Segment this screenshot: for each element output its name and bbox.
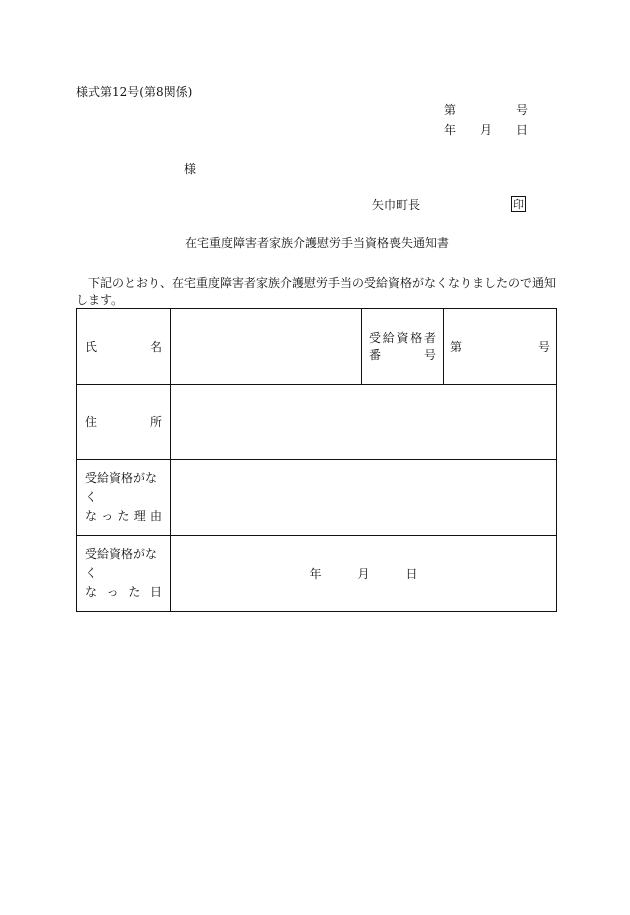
table-row-address xyxy=(77,385,557,460)
document-number-prefix: 第 xyxy=(444,103,457,117)
document-date xyxy=(444,124,528,136)
reason-value-cell[interactable] xyxy=(171,460,557,536)
date-value-cell[interactable] xyxy=(171,536,557,612)
address-value-cell[interactable] xyxy=(171,385,557,460)
recipient-number-label-char: 者 xyxy=(423,330,436,345)
reason-label-char: っ xyxy=(101,509,114,523)
recipient-number-label-char: 資 xyxy=(396,330,409,345)
date-month: 月 xyxy=(357,566,370,581)
date-label-cell xyxy=(77,536,171,612)
name-label-cell xyxy=(77,309,171,385)
recipient-number-suffix: 号 xyxy=(537,339,550,354)
date-label-char: な xyxy=(85,585,98,599)
date-label-char: た xyxy=(128,585,141,599)
document-date-day: 日 xyxy=(515,123,528,137)
reason-label-char: 由 xyxy=(149,509,162,523)
recipient-number-prefix: 第 xyxy=(450,339,463,354)
recipient-number-label-char: 番 xyxy=(369,347,382,362)
name-label-char-1: 氏 xyxy=(85,339,98,354)
reason-label-cell xyxy=(77,460,171,536)
date-label-char: っ xyxy=(106,585,119,599)
table-row-name xyxy=(77,309,557,385)
issuer-name: 矢巾町長 xyxy=(372,198,421,212)
date-year: 年 xyxy=(309,566,322,581)
recipient-number-value-cell[interactable] xyxy=(444,309,557,385)
date-label-char: 日 xyxy=(149,585,162,599)
address-label-char-1: 住 xyxy=(85,415,98,429)
table-row-reason xyxy=(77,460,557,536)
document-date-year: 年 xyxy=(444,123,457,137)
date-label-line1: 受給資格がなく xyxy=(85,547,158,580)
recipient-number-label-char: 給 xyxy=(382,330,395,345)
recipient-number-label-char: 号 xyxy=(423,347,436,362)
document-date-month: 月 xyxy=(479,123,492,137)
reason-label-char: な xyxy=(85,509,98,523)
name-label-char-2: 名 xyxy=(149,339,162,354)
address-label-cell xyxy=(77,385,171,460)
recipient-number-label-char: 受 xyxy=(369,330,382,345)
reason-label-line1: 受給資格がなく xyxy=(85,471,158,504)
document-title: 在宅重度障害者家族介護慰労手当資格喪失通知書 xyxy=(185,236,450,250)
reason-label-char: た xyxy=(117,509,130,523)
recipient-number-label-char: 格 xyxy=(410,330,423,345)
body-text: 下記のとおり、在宅重度障害者家族介護慰労手当の受給資格がなくなりましたので通知します。 xyxy=(76,276,557,307)
recipient-number-label-cell xyxy=(362,309,444,385)
document-number xyxy=(444,104,528,116)
form-number: 様式第12号(第8関係) xyxy=(76,85,193,99)
notification-form-table xyxy=(76,308,557,612)
seal-mark: 印 xyxy=(513,197,524,211)
document-number-suffix: 号 xyxy=(515,103,528,117)
date-day: 日 xyxy=(405,566,418,581)
address-label-char-2: 所 xyxy=(149,415,162,429)
name-value-cell[interactable] xyxy=(171,309,362,385)
reason-label-char: 理 xyxy=(133,509,146,523)
table-row-date xyxy=(77,536,557,612)
addressee-honorific: 様 xyxy=(184,162,197,176)
